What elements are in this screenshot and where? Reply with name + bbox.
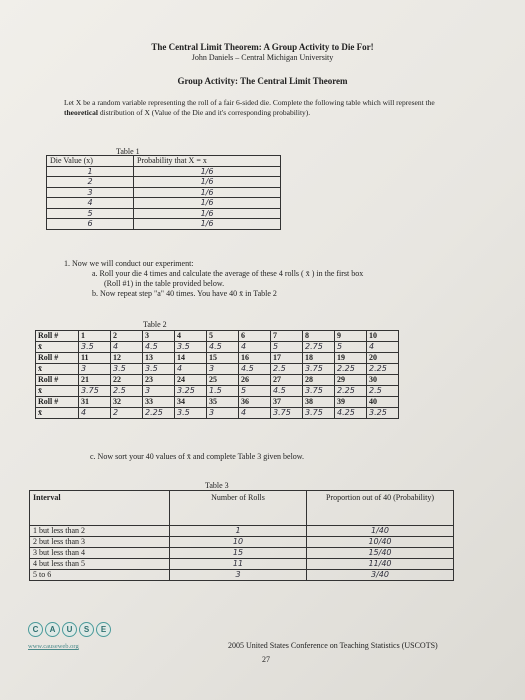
table-cell: 1 — [79, 331, 111, 342]
table-cell: 11 — [170, 559, 307, 570]
row-label: Roll # — [36, 353, 79, 364]
table-cell: 25 — [207, 375, 239, 386]
row-label: x̄ — [36, 364, 79, 375]
table-cell: 1/6 — [134, 166, 281, 177]
table-row — [47, 166, 281, 177]
table1-caption: Table 1 — [116, 147, 140, 156]
table-cell: 20 — [367, 353, 399, 364]
footer-url-link[interactable]: www.causeweb.org — [28, 643, 79, 650]
step-b: b. Now repeat step "a" 40 times. You have 40 x̄ in Table 2 — [92, 289, 277, 298]
table-cell: 7 — [271, 331, 303, 342]
intro-text: Let X be a random variable representing the roll of a fair 6-sided die. Complete the following table which will represent the — [64, 98, 435, 107]
table-cell: 3.25 — [367, 408, 399, 419]
table-row — [36, 408, 399, 419]
table-cell: 9 — [335, 331, 367, 342]
table-cell: 2 — [111, 408, 143, 419]
logo-letter: S — [79, 622, 94, 637]
table-row — [36, 364, 399, 375]
table-row — [30, 570, 454, 581]
table-row — [30, 559, 454, 570]
table-cell: 28 — [303, 375, 335, 386]
table-row — [47, 198, 281, 209]
table-row — [36, 353, 399, 364]
table-cell: 1/6 — [134, 187, 281, 198]
table-cell: 5 — [335, 342, 367, 353]
intro-bold-word: theoretical — [64, 107, 99, 117]
table-cell: 4 — [239, 342, 271, 353]
table-cell: 17 — [271, 353, 303, 364]
table3-caption: Table 3 — [205, 481, 229, 490]
table-cell: 12 — [111, 353, 143, 364]
row-label: Roll # — [36, 397, 79, 408]
table-cell: 3 — [207, 408, 239, 419]
table-cell: 1/40 — [307, 526, 454, 537]
table-cell: 6 — [239, 331, 271, 342]
cause-logo — [28, 622, 111, 637]
table-cell: 18 — [303, 353, 335, 364]
step-c: c. Now sort your 40 values of x̄ and complete Table 3 given below. — [90, 452, 305, 461]
row-label: x̄ — [36, 386, 79, 397]
table-row — [36, 375, 399, 386]
table-cell: 1/6 — [134, 198, 281, 209]
table-cell: 19 — [335, 353, 367, 364]
logo-letter: E — [96, 622, 111, 637]
table-cell: 21 — [79, 375, 111, 386]
table-row — [47, 219, 281, 230]
table-cell: 14 — [175, 353, 207, 364]
table-cell: 4 but less than 5 — [30, 559, 170, 570]
logo-letter: U — [62, 622, 77, 637]
experiment-steps — [64, 259, 484, 299]
table1 — [46, 155, 281, 230]
table-cell: 3.75 — [303, 364, 335, 375]
table-cell: 3.25 — [175, 386, 207, 397]
table-cell: 5 — [207, 331, 239, 342]
table-row — [47, 177, 281, 188]
table-cell: 2.5 — [111, 386, 143, 397]
row-label: Roll # — [36, 375, 79, 386]
table-cell: 4 — [111, 342, 143, 353]
step-a: a. Roll your die 4 times and calculate the average of these 4 rolls ( x̄ ) in the first box — [92, 269, 364, 278]
table-cell: 4 — [175, 364, 207, 375]
table-cell: 35 — [207, 397, 239, 408]
page-number: 27 — [262, 655, 270, 664]
table-cell: 3 — [143, 331, 175, 342]
table-cell: 10 — [170, 537, 307, 548]
table3-header-count: Number of Rolls — [170, 491, 307, 526]
table-cell: 15 — [170, 548, 307, 559]
logo-letter: C — [28, 622, 43, 637]
table-cell: 15/40 — [307, 548, 454, 559]
table-cell: 3 — [170, 570, 307, 581]
table-cell: 1/6 — [134, 177, 281, 188]
table-cell: 4 — [239, 408, 271, 419]
table-cell: 4 — [175, 331, 207, 342]
table-cell: 2 — [47, 177, 134, 188]
table-cell: 3 — [207, 364, 239, 375]
table-cell: 1 — [47, 166, 134, 177]
table-cell: 26 — [239, 375, 271, 386]
table2-caption: Table 2 — [143, 320, 167, 329]
table-cell: 3 — [79, 364, 111, 375]
conference-line: 2005 United States Conference on Teaching Statistics (USCOTS) — [228, 641, 438, 650]
table-cell: 5 — [271, 342, 303, 353]
table-cell: 2 but less than 3 — [30, 537, 170, 548]
table-cell: 11 — [79, 353, 111, 364]
table-cell: 8 — [303, 331, 335, 342]
table-cell: 4 — [79, 408, 111, 419]
table-cell: 33 — [143, 397, 175, 408]
table-cell: 31 — [79, 397, 111, 408]
author-line: John Daniels – Central Michigan University — [191, 53, 334, 62]
table-cell: 11/40 — [307, 559, 454, 570]
document-title: The Central Limit Theorem: A Group Activity to Die For! — [151, 42, 374, 52]
table-cell: 1.5 — [207, 386, 239, 397]
row-label: Roll # — [36, 331, 79, 342]
table-cell: 40 — [367, 397, 399, 408]
table-cell: 3.5 — [143, 364, 175, 375]
table-cell: 5 — [47, 208, 134, 219]
table-cell: 3.5 — [175, 408, 207, 419]
table3-header-proportion: Proportion out of 40 (Probability) — [307, 491, 454, 526]
table-cell: 4 — [47, 198, 134, 209]
table-cell: 2 — [111, 331, 143, 342]
table1-header: Die Value (x) — [47, 156, 134, 167]
table-cell: 6 — [47, 219, 134, 230]
table-cell: 34 — [175, 397, 207, 408]
table-cell: 2.25 — [335, 386, 367, 397]
table-cell: 27 — [271, 375, 303, 386]
table-row — [36, 397, 399, 408]
row-label: x̄ — [36, 408, 79, 419]
table-cell: 29 — [335, 375, 367, 386]
intro-text-end: distribution of X (Value of the Die and it's corresponding probability). — [98, 107, 311, 117]
table-cell: 10 — [367, 331, 399, 342]
table-cell: 32 — [111, 397, 143, 408]
table3 — [29, 490, 454, 581]
table-cell: 4.5 — [271, 386, 303, 397]
table3-header-interval: Interval — [30, 491, 170, 526]
step-a-continued: (Roll #1) in the table provided below. — [104, 279, 225, 288]
table-cell: 1/6 — [134, 219, 281, 230]
table-row — [47, 208, 281, 219]
table-row — [36, 386, 399, 397]
table1-header: Probability that X = x — [134, 156, 281, 167]
table-cell: 13 — [143, 353, 175, 364]
table-cell: 3.75 — [79, 386, 111, 397]
table-row — [47, 187, 281, 198]
table-cell: 4.25 — [335, 408, 367, 419]
table-cell: 3.5 — [175, 342, 207, 353]
table-cell: 4.5 — [207, 342, 239, 353]
table-cell: 36 — [239, 397, 271, 408]
table-cell: 3.75 — [303, 408, 335, 419]
table-row — [36, 331, 399, 342]
row-label: x̄ — [36, 342, 79, 353]
table-cell: 4.5 — [239, 364, 271, 375]
table-cell: 3.75 — [271, 408, 303, 419]
table-cell: 16 — [239, 353, 271, 364]
table-cell: 2.25 — [143, 408, 175, 419]
table-cell: 30 — [367, 375, 399, 386]
table-cell: 39 — [335, 397, 367, 408]
table-cell: 3 — [143, 386, 175, 397]
table-row — [30, 548, 454, 559]
table-cell: 3.75 — [303, 386, 335, 397]
table-cell: 23 — [143, 375, 175, 386]
table-cell: 2.75 — [303, 342, 335, 353]
table-cell: 2.25 — [335, 364, 367, 375]
table-cell: 3 — [47, 187, 134, 198]
table-row — [30, 526, 454, 537]
table-cell: 37 — [271, 397, 303, 408]
table-cell: 24 — [175, 375, 207, 386]
table-cell: 4 — [367, 342, 399, 353]
table-cell: 3.5 — [111, 364, 143, 375]
table-cell: 2.5 — [271, 364, 303, 375]
table-cell: 3.5 — [79, 342, 111, 353]
table-cell: 1 — [170, 526, 307, 537]
table-row — [36, 342, 399, 353]
table-cell: 2.25 — [367, 364, 399, 375]
table-cell: 2.5 — [367, 386, 399, 397]
table-cell: 10/40 — [307, 537, 454, 548]
intro-paragraph — [64, 98, 464, 117]
table-cell: 38 — [303, 397, 335, 408]
table-cell: 15 — [207, 353, 239, 364]
table-cell: 1 but less than 2 — [30, 526, 170, 537]
table-cell: 3 but less than 4 — [30, 548, 170, 559]
table-cell: 5 — [239, 386, 271, 397]
table-row — [30, 537, 454, 548]
activity-heading: Group Activity: The Central Limit Theorem — [177, 76, 348, 86]
table2 — [35, 330, 399, 419]
table-cell: 22 — [111, 375, 143, 386]
table-cell: 3/40 — [307, 570, 454, 581]
logo-letter: A — [45, 622, 60, 637]
table-cell: 4.5 — [143, 342, 175, 353]
table-cell: 5 to 6 — [30, 570, 170, 581]
table-cell: 1/6 — [134, 208, 281, 219]
step-1: 1. Now we will conduct our experiment: — [64, 259, 194, 268]
